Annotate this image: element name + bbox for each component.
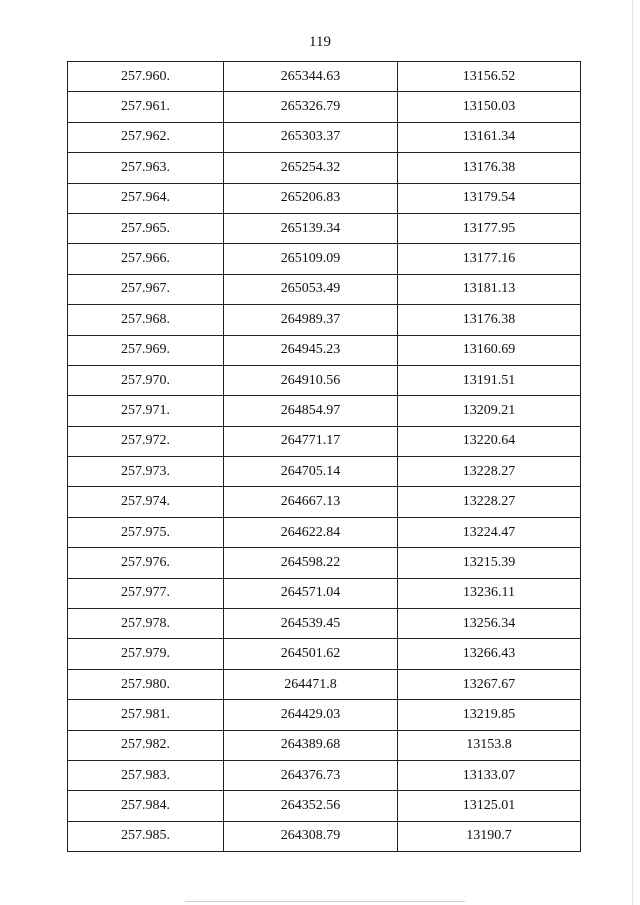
y-coordinate-cell: 13215.39 <box>398 548 581 578</box>
x-coordinate-cell: 264598.22 <box>224 548 398 578</box>
y-coordinate-cell: 13153.8 <box>398 730 581 760</box>
table-row <box>68 457 581 487</box>
table-row <box>68 578 581 608</box>
y-coordinate-cell: 13125.01 <box>398 791 581 821</box>
point-number-cell: 257.962. <box>68 122 224 152</box>
x-coordinate-cell: 264705.14 <box>224 457 398 487</box>
y-coordinate-cell: 13191.51 <box>398 365 581 395</box>
table-row <box>68 639 581 669</box>
point-number-cell: 257.984. <box>68 791 224 821</box>
y-coordinate-cell: 13267.67 <box>398 669 581 699</box>
y-coordinate-cell: 13177.95 <box>398 213 581 243</box>
y-coordinate-cell: 13190.7 <box>398 821 581 851</box>
scan-artifact-edge <box>632 0 633 905</box>
x-coordinate-cell: 264389.68 <box>224 730 398 760</box>
point-number-cell: 257.968. <box>68 305 224 335</box>
y-coordinate-cell: 13181.13 <box>398 274 581 304</box>
point-number-cell: 257.985. <box>68 821 224 851</box>
point-number-cell: 257.967. <box>68 274 224 304</box>
point-number-cell: 257.960. <box>68 62 224 92</box>
point-number-cell: 257.973. <box>68 457 224 487</box>
x-coordinate-cell: 264376.73 <box>224 760 398 790</box>
x-coordinate-cell: 264771.17 <box>224 426 398 456</box>
table-row <box>68 791 581 821</box>
point-number-cell: 257.972. <box>68 426 224 456</box>
y-coordinate-cell: 13266.43 <box>398 639 581 669</box>
point-number-cell: 257.971. <box>68 396 224 426</box>
y-coordinate-cell: 13224.47 <box>398 517 581 547</box>
point-number-cell: 257.965. <box>68 213 224 243</box>
y-coordinate-cell: 13160.69 <box>398 335 581 365</box>
table-row <box>68 548 581 578</box>
point-number-cell: 257.961. <box>68 92 224 122</box>
x-coordinate-cell: 264429.03 <box>224 700 398 730</box>
point-number-cell: 257.969. <box>68 335 224 365</box>
table-row <box>68 365 581 395</box>
point-number-cell: 257.980. <box>68 669 224 699</box>
table-row <box>68 426 581 456</box>
point-number-cell: 257.983. <box>68 760 224 790</box>
x-coordinate-cell: 264989.37 <box>224 305 398 335</box>
x-coordinate-cell: 265344.63 <box>224 62 398 92</box>
y-coordinate-cell: 13209.21 <box>398 396 581 426</box>
y-coordinate-cell: 13176.38 <box>398 305 581 335</box>
y-coordinate-cell: 13228.27 <box>398 487 581 517</box>
coordinates-table <box>67 61 581 852</box>
y-coordinate-cell: 13156.52 <box>398 62 581 92</box>
x-coordinate-cell: 264352.56 <box>224 791 398 821</box>
point-number-cell: 257.981. <box>68 700 224 730</box>
table-row <box>68 517 581 547</box>
table-body <box>68 62 581 852</box>
x-coordinate-cell: 265303.37 <box>224 122 398 152</box>
x-coordinate-cell: 265326.79 <box>224 92 398 122</box>
point-number-cell: 257.976. <box>68 548 224 578</box>
scan-artifact-line <box>185 901 465 902</box>
point-number-cell: 257.974. <box>68 487 224 517</box>
table-row <box>68 62 581 92</box>
page-number: 119 <box>309 34 331 50</box>
table-row <box>68 92 581 122</box>
table-row <box>68 244 581 274</box>
y-coordinate-cell: 13179.54 <box>398 183 581 213</box>
table-row <box>68 213 581 243</box>
x-coordinate-cell: 264308.79 <box>224 821 398 851</box>
x-coordinate-cell: 264539.45 <box>224 609 398 639</box>
y-coordinate-cell: 13228.27 <box>398 457 581 487</box>
table-row <box>68 153 581 183</box>
table-row <box>68 760 581 790</box>
table-row <box>68 122 581 152</box>
point-number-cell: 257.978. <box>68 609 224 639</box>
point-number-cell: 257.964. <box>68 183 224 213</box>
table-row <box>68 609 581 639</box>
y-coordinate-cell: 13219.85 <box>398 700 581 730</box>
table-row <box>68 396 581 426</box>
table-row <box>68 669 581 699</box>
x-coordinate-cell: 265109.09 <box>224 244 398 274</box>
x-coordinate-cell: 264945.23 <box>224 335 398 365</box>
y-coordinate-cell: 13177.16 <box>398 244 581 274</box>
point-number-cell: 257.979. <box>68 639 224 669</box>
x-coordinate-cell: 264501.62 <box>224 639 398 669</box>
y-coordinate-cell: 13161.34 <box>398 122 581 152</box>
table-row <box>68 274 581 304</box>
point-number-cell: 257.975. <box>68 517 224 547</box>
x-coordinate-cell: 264667.13 <box>224 487 398 517</box>
x-coordinate-cell: 264854.97 <box>224 396 398 426</box>
table-row <box>68 183 581 213</box>
x-coordinate-cell: 264622.84 <box>224 517 398 547</box>
x-coordinate-cell: 265139.34 <box>224 213 398 243</box>
point-number-cell: 257.970. <box>68 365 224 395</box>
x-coordinate-cell: 265254.32 <box>224 153 398 183</box>
x-coordinate-cell: 265206.83 <box>224 183 398 213</box>
table-row <box>68 487 581 517</box>
table-row <box>68 305 581 335</box>
point-number-cell: 257.963. <box>68 153 224 183</box>
point-number-cell: 257.977. <box>68 578 224 608</box>
y-coordinate-cell: 13133.07 <box>398 760 581 790</box>
x-coordinate-cell: 264571.04 <box>224 578 398 608</box>
y-coordinate-cell: 13236.11 <box>398 578 581 608</box>
table-row <box>68 335 581 365</box>
table-row <box>68 730 581 760</box>
y-coordinate-cell: 13220.64 <box>398 426 581 456</box>
y-coordinate-cell: 13150.03 <box>398 92 581 122</box>
x-coordinate-cell: 264471.8 <box>224 669 398 699</box>
x-coordinate-cell: 264910.56 <box>224 365 398 395</box>
x-coordinate-cell: 265053.49 <box>224 274 398 304</box>
point-number-cell: 257.982. <box>68 730 224 760</box>
y-coordinate-cell: 13256.34 <box>398 609 581 639</box>
point-number-cell: 257.966. <box>68 244 224 274</box>
table-row <box>68 700 581 730</box>
table-row <box>68 821 581 851</box>
y-coordinate-cell: 13176.38 <box>398 153 581 183</box>
